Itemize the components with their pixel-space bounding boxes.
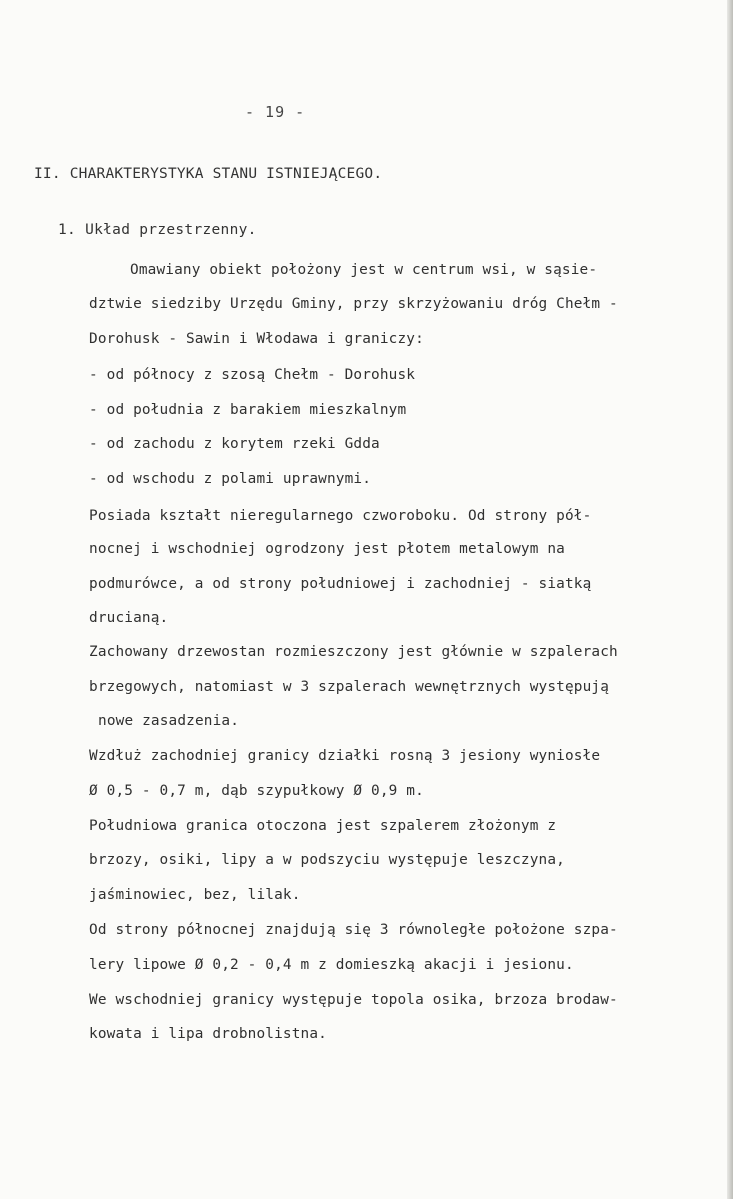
- page-number: - 19 -: [245, 103, 306, 121]
- body-text-line: Posiada kształt nieregularnego czworoboku. Od strony pół-: [89, 508, 592, 524]
- body-text-line: brzegowych, natomiast w 3 szpalerach wewnętrznych występują: [89, 679, 610, 695]
- body-text-line: podmurówce, a od strony południowej i zachodniej - siatką: [89, 576, 592, 592]
- body-text-line: brzozy, osiki, lipy a w podszyciu występuje leszczyna,: [89, 852, 565, 868]
- body-text-line: drucianą.: [89, 610, 169, 626]
- page-edge-shadow: [727, 0, 733, 1199]
- body-text-line: - od północy z szosą Chełm - Dorohusk: [89, 367, 416, 383]
- body-text-line: Zachowany drzewostan rozmieszczony jest głównie w szpalerach: [89, 644, 618, 660]
- body-text-line: jaśminowiec, bez, lilak.: [89, 887, 301, 903]
- body-text-line: - od wschodu z polami uprawnymi.: [89, 471, 372, 487]
- body-text-line: Ø 0,5 - 0,7 m, dąb szypułkowy Ø 0,9 m.: [89, 783, 424, 799]
- body-text-line: Południowa granica otoczona jest szpalerem złożonym z: [89, 818, 557, 834]
- subsection-title: 1. Układ przestrzenny.: [58, 222, 257, 238]
- section-title: II. CHARAKTERYSTYKA STANU ISTNIEJĄCEGO.: [34, 166, 383, 182]
- body-text-line: - od zachodu z korytem rzeki Gdda: [89, 436, 380, 452]
- body-text-line: nocnej i wschodniej ogrodzony jest płotem metalowym na: [89, 541, 565, 557]
- body-text-line: dztwie siedziby Urzędu Gminy, przy skrzyżowaniu dróg Chełm -: [89, 296, 618, 312]
- body-text-line: Wzdłuż zachodniej granicy działki rosną 3 jesiony wyniosłe: [89, 748, 601, 764]
- body-text-line: Omawiany obiekt położony jest w centrum wsi, w sąsie-: [130, 262, 598, 278]
- body-text-line: - od południa z barakiem mieszkalnym: [89, 402, 407, 418]
- body-text-line: Od strony północnej znajdują się 3 równoległe położone szpa-: [89, 922, 618, 938]
- body-text-line: kowata i lipa drobnolistna.: [89, 1026, 327, 1042]
- body-text-line: lery lipowe Ø 0,2 - 0,4 m z domieszką akacji i jesionu.: [89, 957, 574, 973]
- body-text-line: Dorohusk - Sawin i Włodawa i graniczy:: [89, 331, 424, 347]
- body-text-line: We wschodniej granicy występuje topola osika, brzoza brodaw-: [89, 992, 618, 1008]
- body-text-line: nowe zasadzenia.: [98, 713, 240, 729]
